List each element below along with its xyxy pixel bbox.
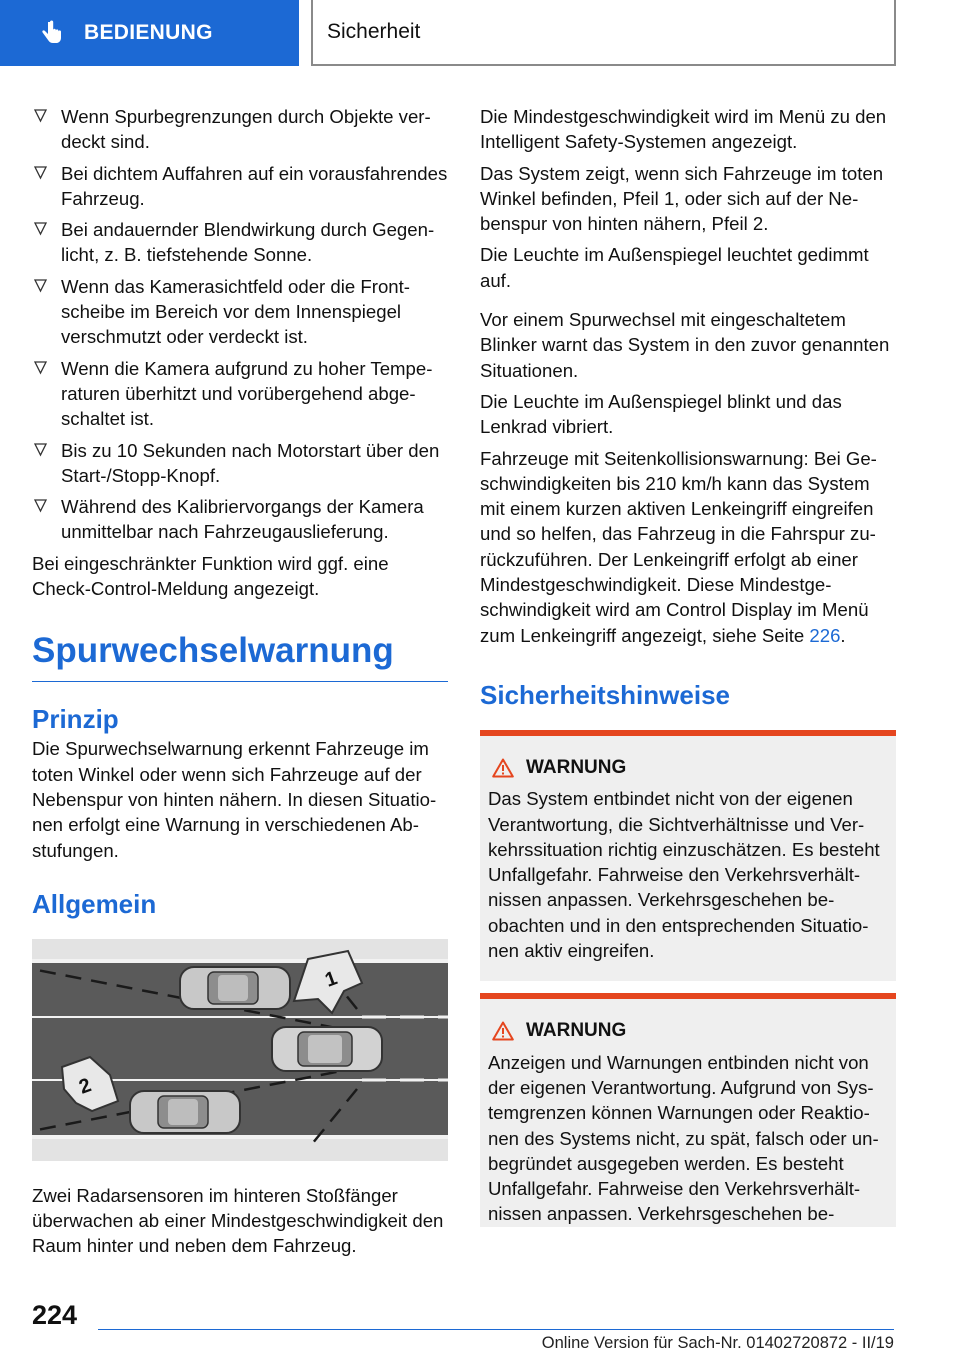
check-control-note: Bei eingeschränkter Funktion wird ggf. eine Check-Control-Meldung angezeigt. xyxy=(32,552,389,600)
right-column xyxy=(480,104,896,1239)
paragraph-min-speed: Die Mindestgeschwindigkeit wird im Menü zu den Intelligent Safety-Systemen angezeigt. xyxy=(480,106,887,153)
car-blind-spot xyxy=(180,967,290,1009)
lane-change-illustration xyxy=(32,939,448,1161)
safety-heading: Sicherheitshinweise xyxy=(480,679,730,710)
list-item: Wenn das Kamerasichtfeld oder die Frontscheibe im Bereich vor dem Innenspiegel verschmutzt oder verdeckt ist. xyxy=(32,274,448,350)
touch-hand-icon xyxy=(36,17,68,49)
list-item: Während des Kalibriervorgangs der Kamera unmittelbar nach Fahrzeugauslieferung. xyxy=(32,494,448,545)
paragraph-turn-signal: Vor einem Spurwechsel mit eingeschaltetem Blinker warnt das System in den zuvor genannten Situationen. xyxy=(480,309,890,381)
footer-divider xyxy=(98,1329,894,1330)
page-number: 224 xyxy=(32,1300,78,1330)
list-item: Bei andauernder Blendwirkung durch Gegenlicht, z. B. tiefstehende Sonne. xyxy=(32,217,448,268)
triangle-bullet-icon xyxy=(34,109,47,123)
triangle-bullet-icon xyxy=(34,222,47,236)
warning-title: WARNUNG xyxy=(526,1020,627,1042)
figure-caption: Zwei Radarsensoren im hinteren Stoßfänger überwachen ab einer Mindestgeschwindigkeit den Raum hinter und neben dem Fahrzeug. xyxy=(32,1184,444,1257)
page-title: Spurwechselwarnung xyxy=(32,631,448,682)
prinzip-heading: Prinzip xyxy=(32,704,119,735)
paragraph-mirror-dimmed: Die Leuchte im Außenspiegel leuchtet gedimmt auf. xyxy=(480,244,869,291)
car-approaching xyxy=(130,1091,240,1133)
section-label: BEDIENUNG xyxy=(84,21,213,44)
condition-list xyxy=(32,104,448,545)
car-own xyxy=(272,1027,382,1071)
list-item: Wenn Spurbegrenzungen durch Objekte verdeckt sind. xyxy=(32,104,448,155)
warning-title: WARNUNG xyxy=(526,756,627,778)
paragraph-side-collision: Fahrzeuge mit Seitenkollisionswarnung: Bei Geschwindigkeiten bis 210 km/h kann das System mit einem kurzen aktiven Lenkeingriff eingreifen und so helfen, das Fahrzeug in die Fahrspur zurückzuführen. Der Lenkeingriff erfolgt ab einer Mindestgeschwindigkeit. Diese Mindestgeschwindigkeit wird am Control Display im Menü zum Lenkeingriff angezeigt, siehe Seite 226. xyxy=(480,447,877,646)
chapter-title: Sicherheit xyxy=(311,0,896,66)
warning-text: Anzeigen und Warnungen entbinden nicht von der eigenen Verantwortung. Aufgrund von Systemgrenzen können Warnungen oder Reaktionen des Systems nicht, zu spät, falsch oder unbegründet ausgegeben werden. Es besteht Unfallgefahr. Fahrweise den Verkehrsverhältnissen anpassen. Verkehrsgeschehen be- xyxy=(488,1051,879,1225)
page-reference-link[interactable]: 226 xyxy=(809,624,841,646)
svg-text:1: 1 xyxy=(322,967,341,992)
left-column xyxy=(32,104,448,1265)
list-item: Bis zu 10 Sekunden nach Motorstart über den Start-/Stopp-Knopf. xyxy=(32,438,448,489)
triangle-bullet-icon xyxy=(34,361,47,375)
triangle-bullet-icon xyxy=(34,166,47,180)
lane-change-figure xyxy=(32,939,448,1161)
allgemein-heading: Allgemein xyxy=(32,888,157,919)
section-tab[interactable] xyxy=(0,0,299,66)
list-item: Wenn die Kamera aufgrund zu hoher Temperaturen überhitzt und vorübergehend abgeschaltet ist. xyxy=(32,356,448,432)
svg-text:2: 2 xyxy=(76,1074,95,1099)
footer-online-version: Online Version für Sach-Nr. 01402720872 - II/19 xyxy=(541,1334,894,1352)
warning-text: Das System entbindet nicht von der eigenen Verantwortung, die Sichtverhältnisse und Verkehrssituation richtig einzuschätzen. Es besteht Unfallgefahr. Fahrweise den Verkehrsverhältnissen anpassen. Verkehrsgeschehen beobachten und in den entsprechenden Situationen aktiv eingreifen. xyxy=(488,788,880,962)
warning-box xyxy=(480,993,896,1226)
warning-box xyxy=(480,730,896,981)
list-item: Bei dichtem Auffahren auf ein vorausfahrendes Fahrzeug. xyxy=(32,161,448,212)
triangle-bullet-icon xyxy=(34,279,47,293)
triangle-bullet-icon xyxy=(34,499,47,513)
prinzip-text: Die Spurwechselwarnung erkennt Fahrzeuge im toten Winkel oder wenn sich Fahrzeuge auf der Nebenspur von hinten nähern. In diesen Situationen erfolgt eine Warnung in verschiedenen Abstufungen. xyxy=(32,738,437,861)
warning-triangle-icon xyxy=(492,758,514,778)
triangle-bullet-icon xyxy=(34,443,47,457)
paragraph-mirror-blink: Die Leuchte im Außenspiegel blinkt und das Lenkrad vibriert. xyxy=(480,390,842,438)
paragraph-blind-spot: Das System zeigt, wenn sich Fahrzeuge im toten Winkel befinden, Pfeil 1, oder sich auf der Nebenspur von hinten nähern, Pfeil 2. xyxy=(480,162,884,235)
warning-triangle-icon xyxy=(492,1021,514,1041)
